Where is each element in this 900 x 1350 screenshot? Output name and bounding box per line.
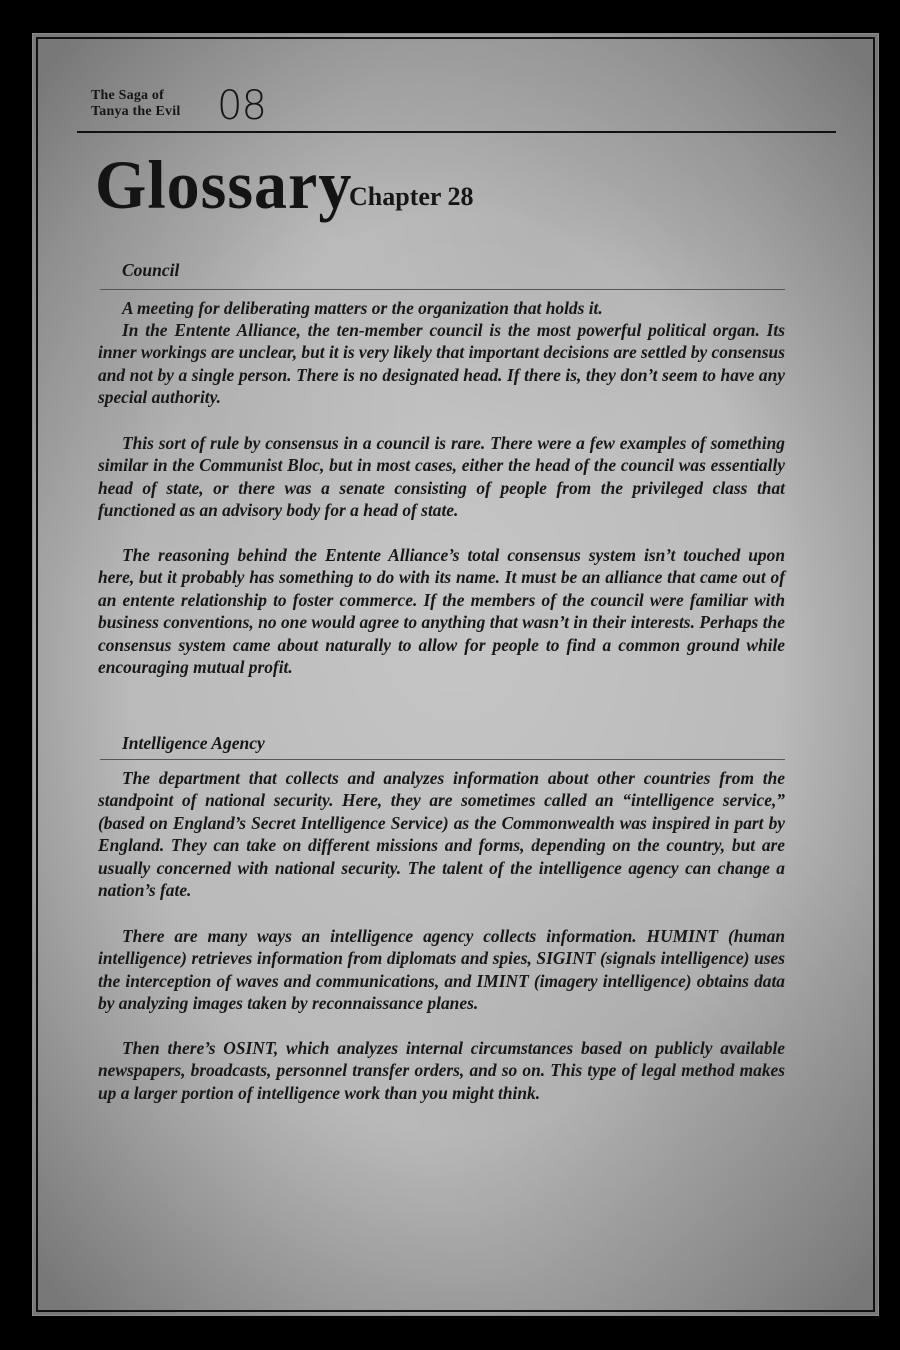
definition-paragraph: This sort of rule by consensus in a council is rare. There were a few examples of something similar in the Communist Bloc, but in most cases, either the head of the council was essentially head of state, or there was a senate consisting of people from the privileged class that functioned as an advisory body for a head of state. [98,433,785,521]
definition-paragraph: Then there’s OSINT, which analyzes internal circumstances based on publicly available newspapers, broadcasts, personnel transfer orders, and so on. This type of legal method makes up a larger portion of intelligence work than you might think. [98,1038,785,1103]
glossary-term: Intelligence Agency [122,733,265,753]
definition-paragraph: A meeting for deliberating matters or the organization that holds it. [122,298,603,318]
term-divider [100,289,785,290]
header-divider [77,131,836,133]
chapter-label: Chapter 28 [349,182,474,211]
definition-paragraph: In the Entente Alliance, the ten-member council is the most powerful political organ. Its inner workings are unclear, but it is very likely that important decisions are settled by consensus and not by a single person. There is no designated head. If there is, they don’t seem to have any special authority. [98,320,785,408]
glossary-term: Council [122,260,180,280]
definition-paragraph: There are many ways an intelligence agency collects information. HUMINT (human intelligence) retrieves information from diplomats and spies, SIGINT (signals intelligence) uses the interception of waves and communications, and IMINT (imagery intelligence) obtains data by analyzing images taken by reconnaissance planes. [98,926,785,1014]
page-title: Glossary [95,146,353,224]
series-title-line-2: Tanya the Evil [91,104,181,119]
series-title [91,88,180,120]
series-title-line-1: The Saga of [91,88,164,103]
term-divider [100,759,785,760]
volume-number: 08 [217,83,266,129]
definition-paragraph: The department that collects and analyzes information about other countries from the standpoint of national security. Here, they are sometimes called an “intelligence service,” (based on England’s Secret Intelligence Service) as the Commonwealth was inspired in part by England. They can take on different missions and forms, depending on the country, but are usually concerned with national security. The talent of the intelligence agency can change a nation’s fate. [98,768,785,901]
definition-paragraph: The reasoning behind the Entente Alliance’s total consensus system isn’t touched upon here, but it probably has something to do with its name. It must be an alliance that came out of an entente relationship to foster commerce. If the members of the council were familiar with business conventions, no one would agree to anything that wasn’t in their interests. Perhaps the consensus system came about naturally to allow for people to find a common ground while encouraging mutual profit. [98,545,785,678]
